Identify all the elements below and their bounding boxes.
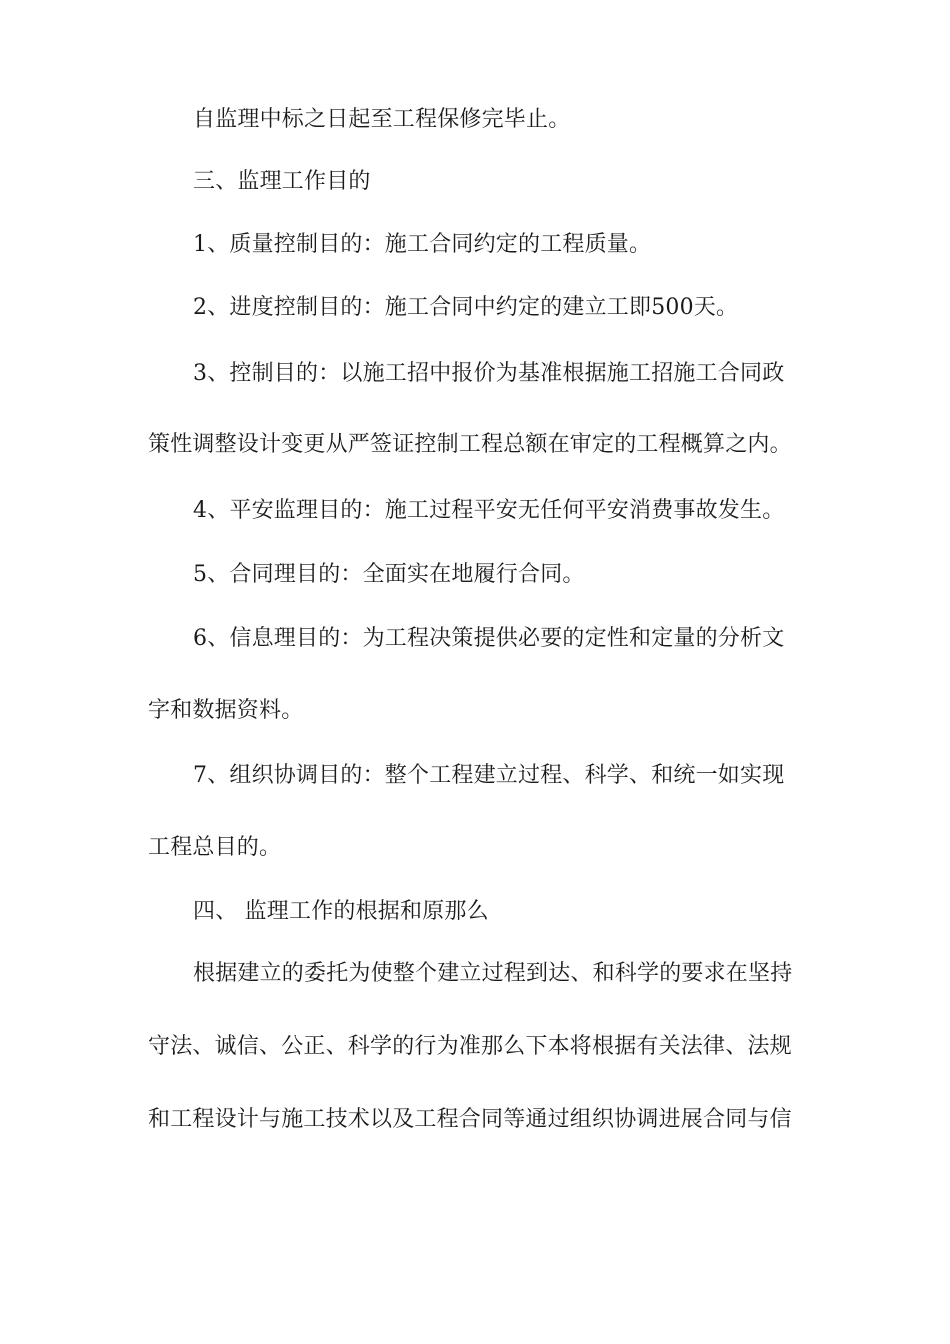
paragraph-line: 守法、诚信、公正、科学的行为准那么下本将根据有关法律、法规 — [148, 1034, 792, 1059]
list-item-continuation: 字和数据资料。 — [148, 698, 304, 723]
section-heading: 三、监理工作目的 — [193, 169, 371, 194]
paragraph-line: 自监理中标之日起至工程保修完毕止。 — [193, 107, 571, 132]
list-item: 6、信息理目的：为工程决策提供必要的定性和定量的分析文 — [193, 626, 785, 651]
list-item-continuation: 工程总目的。 — [148, 835, 282, 860]
paragraph-line: 和工程设计与施工技术以及工程合同等通过组织协调进展合同与信 — [148, 1107, 792, 1132]
list-item: 1、质量控制目的：施工合同约定的工程质量。 — [193, 232, 652, 257]
list-item: 7、组织协调目的：整个工程建立过程、科学、和统一如实现 — [193, 763, 785, 788]
list-item-continuation: 策性调整设计变更从严签证控制工程总额在审定的工程概算之内。 — [148, 432, 792, 457]
list-item: 5、合同理目的：全面实在地履行合同。 — [193, 562, 585, 587]
list-item: 4、平安监理目的：施工过程平安无任何平安消费事故发生。 — [193, 498, 785, 523]
paragraph-line: 根据建立的委托为使整个建立过程到达、和科学的要求在坚持 — [193, 961, 793, 986]
list-item: 3、控制目的：以施工招中报价为基准根据施工招施工合同政 — [193, 361, 785, 386]
section-heading: 四、 监理工作的根据和原那么 — [193, 899, 489, 924]
list-item: 2、进度控制目的：施工合同中约定的建立工即500天。 — [193, 295, 739, 320]
